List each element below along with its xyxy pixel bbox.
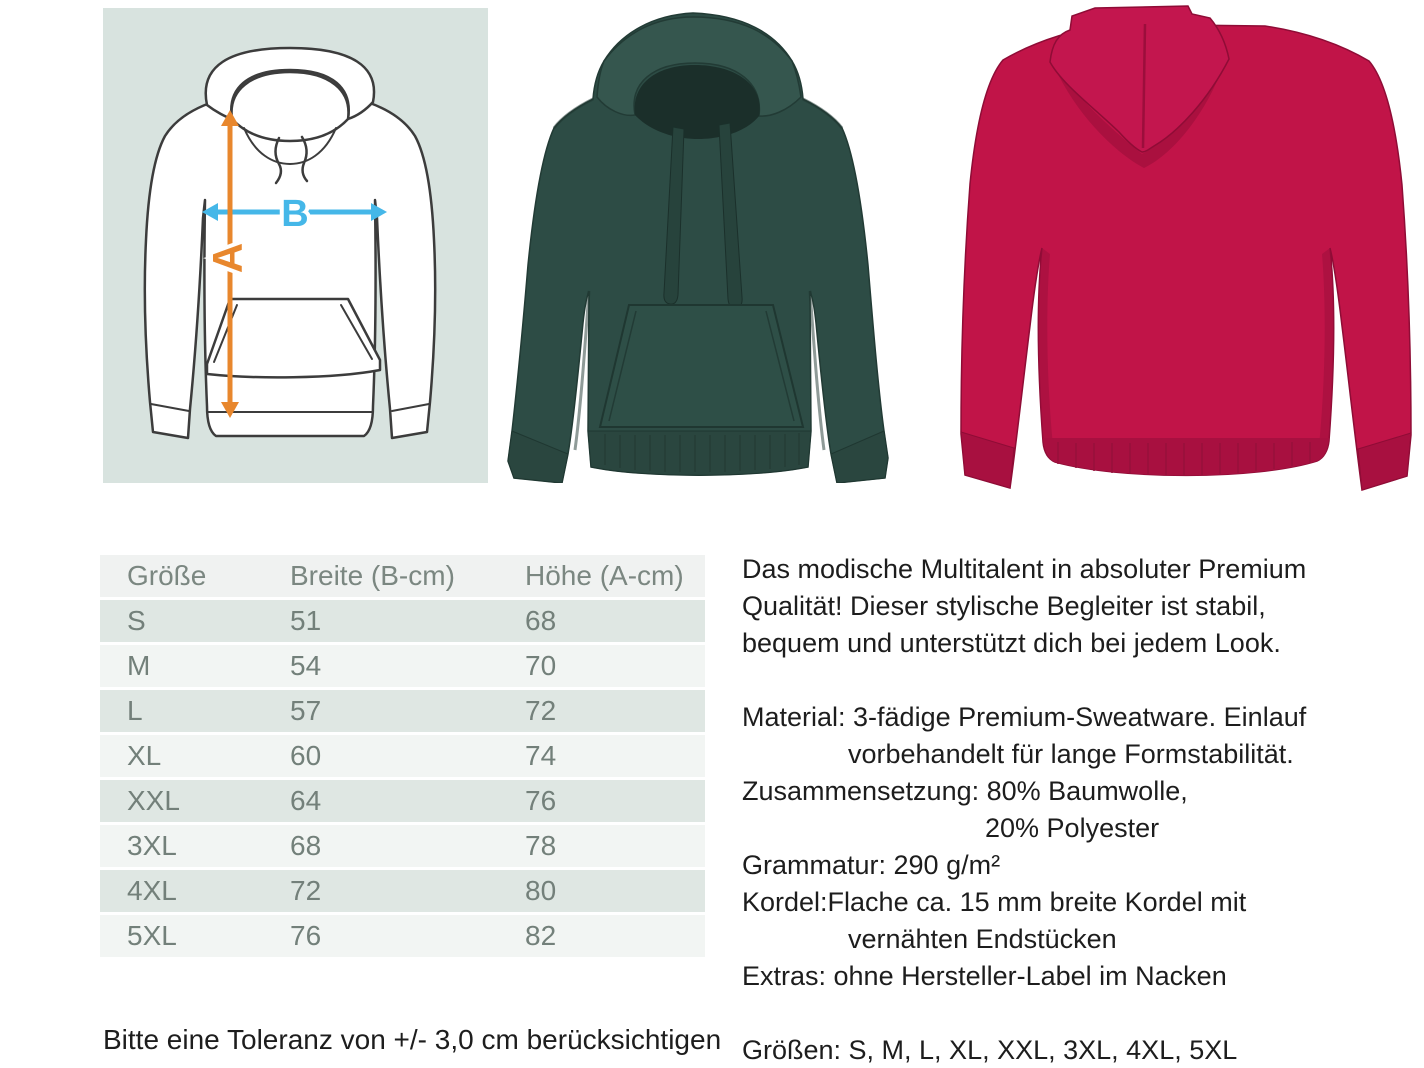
column-header-groesse: Größe — [100, 555, 290, 599]
description-line: bequem und unterstützt dich bei jedem Look. — [742, 628, 1281, 658]
table-row-3xl — [100, 824, 705, 869]
size-table — [100, 555, 705, 960]
cell-width: 51 — [290, 599, 525, 644]
table-row-s — [100, 599, 705, 644]
cell-width: 60 — [290, 734, 525, 779]
cell-size: 3XL — [100, 824, 290, 869]
size-diagram-panel — [103, 8, 488, 483]
hoodie-back-image — [958, 2, 1418, 502]
cell-width: 72 — [290, 869, 525, 914]
description-line: vorbehandelt für lange Formstabilität. — [848, 739, 1294, 769]
cell-height: 78 — [525, 824, 705, 869]
cell-size: 4XL — [100, 869, 290, 914]
hem-band — [588, 431, 811, 475]
cell-height: 70 — [525, 644, 705, 689]
table-row-l — [100, 689, 705, 734]
description-line-kordel: Kordel:Flache ca. 15 mm breite Kordel mit — [742, 887, 1247, 917]
cell-width: 54 — [290, 644, 525, 689]
cell-size: M — [100, 644, 290, 689]
hem-band-back — [1043, 438, 1329, 475]
hoodie-front-image — [505, 5, 890, 483]
cell-size: L — [100, 689, 290, 734]
cell-size: 5XL — [100, 914, 290, 959]
table-row-xl — [100, 734, 705, 779]
cell-width: 76 — [290, 914, 525, 959]
column-header-hoehe: Höhe (A-cm) — [525, 555, 705, 599]
cell-size: XXL — [100, 779, 290, 824]
cell-height: 76 — [525, 779, 705, 824]
column-header-breite: Breite (B-cm) — [290, 555, 525, 599]
cell-width: 64 — [290, 779, 525, 824]
tolerance-note: Bitte eine Toleranz von +/- 3,0 cm berücksichtigen — [103, 1024, 722, 1055]
cell-width: 57 — [290, 689, 525, 734]
cell-height: 74 — [525, 734, 705, 779]
description-line: vernähten Endstücken — [848, 924, 1117, 954]
product-photo-front-green — [505, 5, 890, 483]
description-line-extras: Extras: ohne Hersteller-Label im Nacken — [742, 961, 1227, 991]
hoodie-outline-sketch — [145, 48, 435, 438]
description-line-material: Material: 3-fädige Premium-Sweatware. Einlauf — [742, 702, 1307, 732]
table-row-5xl — [100, 914, 705, 959]
description-line: Qualität! Dieser stylische Begleiter ist stabil, — [742, 591, 1266, 621]
cell-height: 68 — [525, 599, 705, 644]
product-photo-back-red — [958, 2, 1418, 502]
cell-width: 68 — [290, 824, 525, 869]
label-a: A — [204, 242, 252, 274]
label-b: B — [281, 193, 309, 235]
kangaroo-pocket — [600, 305, 803, 427]
cell-height: 82 — [525, 914, 705, 959]
description-line: Das modische Multitalent in absoluter Premium — [742, 554, 1307, 584]
product-description — [742, 551, 1412, 1068]
size-table-header-row — [100, 555, 705, 599]
table-row-m — [100, 644, 705, 689]
table-row-4xl — [100, 869, 705, 914]
description-line-grammatur: Grammatur: 290 g/m² — [742, 850, 1001, 880]
cell-size: XL — [100, 734, 290, 779]
description-line-zusammensetzung: Zusammensetzung: 80% Baumwolle, — [742, 776, 1188, 806]
cell-size: S — [100, 599, 290, 644]
cell-height: 80 — [525, 869, 705, 914]
table-row-xxl — [100, 779, 705, 824]
size-diagram-drawing — [103, 8, 488, 483]
cell-height: 72 — [525, 689, 705, 734]
description-line: 20% Polyester — [985, 813, 1160, 843]
description-line-groessen: Größen: S, M, L, XL, XXL, 3XL, 4XL, 5XL — [742, 1035, 1238, 1065]
